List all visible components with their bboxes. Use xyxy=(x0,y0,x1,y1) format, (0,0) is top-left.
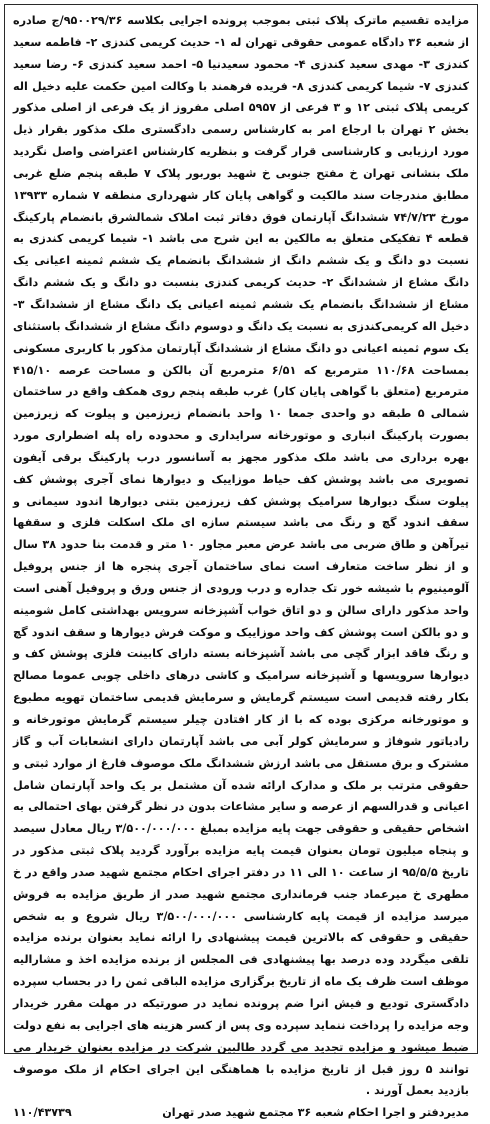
notice-signature: مدیردفتر و اجرا احکام شعبه ۳۶ مجتمع شهید صدر تهران xyxy=(162,1106,469,1120)
notice-footer xyxy=(13,1102,469,1124)
notice-body: مزایده تقسیم ماترک پلاک ثبتی بموجب پرونده اجرایی بکلاسه ۹۵۰۰۲۹/۳۶/ج صادره از شعبه ۳۶ دادگاه عمومی حقوقی تهران له ۱- حدیث کریمی کندزی ۲- فاطمه سعید کندزی ۳- مهدی سعید کندزی ۴- محمود سعیدنیا ۵- احمد سعید کندزی ۶- رضا سعید کندزی ۷- شیما کریمی کندزی ۸- فریده فرهمند با وکالت امین حکمت علیه دخیل اله کریمی پلاک ثبتی ۱۲ و ۳ فرعی از ۵۹۵۷ اصلی مفروز از یک فرعی از اصلی مذکور بخش ۲ تهران با ارجاع امر به کارشناس رسمی دادگستری ملک مذکور بقرار ذیل مورد ارزیابی و کارشناسی قرار گرفت و بنظریه کارشناس اعتراضی واصل نگردید ملک بنشانی تهران خ مفتح جنوبی خ شهید بوربور پلاک ۷ طبقه پنجم ضلع غربی مطابق مندرجات سند مالکیت و گواهی پایان کار شهرداری منطقه ۷ شماره ۱۳۹۳۳ مورخ ۷۴/۷/۲۳ ششدانگ آپارتمان فوق دفاتر ثبت املاک شمالشرق بانضمام پارکینگ قطعه ۴ تفکیکی متعلق به مالکین به این شرح می باشد ۱- شیما کریمی کندزی به نسبت دو دانگ و یک ششم دانگ از ششدانگ بانضمام یک ششم ثمینه اعیانی یک دانگ مشاع از ششدانگ ۲- حدیث کریمی کندزی بنسبت دو دانگ و یک ششم دانگ مشاع از ششدانگ بانضمام یک ششم ثمینه اعیانی یک دانگ مشاع از ششدانگ ۳- دخیل اله کریمی‌کندزی به نسبت یک دانگ و دوسوم دانگ مشاع از ششدانگ باستثنای یک سوم ثمینه اعیانی دو دانگ مشاع از ششدانگ آپارتمان مذکور با کاربری مسکونی بمساحت ۱۱۰/۶۸ مترمربع که ۶/۵۱ مترمربع آن بالکن و مساحت عرصه ۴۱۵/۱۰ مترمربع (متعلق با گواهی پایان کار) غرب طبقه پنجم روی همکف واقع در ساختمان شمالی ۵ طبقه دو واحدی جمعا ۱۰ واحد بانضمام زیرزمین و پیلوت که زیرزمین بصورت پارکینگ انباری و موتورخانه سرایداری و محدوده راه پله اضطراری مورد بهره برداری می باشد ملک مذکور مجهز به آسانسور درب پارکینگ برقی آیفون تصویری می باشد پوشش کف حیاط موزاییک و دیوارها نمای آجری پوشش کف پیلوت سنگ دیوارها سرامیک پوشش کف زیرزمین بتنی دیوارها اندود سیمانی و سقف اندود گچ و رنگ می باشد سیستم سازه ای ملک اسکلت فلزی و سقفها تیرآهن و طاق ضربی می باشد عرض معبر مجاور ۱۰ متر و قدمت بنا حدود ۳۸ سال و از نظر ساخت متعارف است نمای ساختمان آجری پنجره ها از جنس پروفیل آلومینیوم با شیشه خور تک جداره و درب ورودی از جنس ورق و پروفیل آهنی است واحد مذکور دارای سالن و دو اتاق خواب آشپزخانه سرویس بهداشتی کامل شومینه و دو بالکن است پوشش کف واحد موزاییک و موکت فرش دیوارها و سقف اندود گچ و رنگ فاقد ابزار گچی می باشد آشپزخانه بسته دارای کابینت فلزی پوشش کف و دیوارها سرویسها و آشپزخانه سرامیک و کاشی درهای داخلی چوبی عموما مصالح بکار رفته قدیمی است سیستم گرمایش و سرمایش قدیمی ساختمان تهویه مطبوع و موتورخانه مرکزی بوده که با از کار افتادن چیلر سیستم گرمایش موتورخانه و رادیاتور شوفاژ و سرمایش کولر آبی می باشد آپارتمان دارای انشعابات آب و گاز مشترک و برق مستقل می باشد ارزش ششدانگ ملک موصوف فارغ از موارد ثبتی و حقوقی مترتب بر ملک و مدارک ارائه شده آن مشتمل بر یک واحد آپارتمان شامل اعیانی و قدرالسهم از عرصه و سایر مشاعات بدون در نظر گرفتن بهای احتمالی به اشخاص حقیقی و حقوقی جهت پایه مزایده بمبلغ ۳/۵۰۰/۰۰۰/۰۰۰ ریال معادل سیصد و پنجاه میلیون تومان بعنوان قیمت پایه مزایده برآورد گردید پلاک ثبتی مذکور در تاریخ ۹۵/۵/۵ از ساعت ۱۰ الی ۱۱ در دفتر اجرای احکام مجتمع شهید صدر واقع در خ مطهری خ میرعماد جنب فرمانداری مجتمع شهید صدر از طریق مزایده به فروش میرسد مزایده از قیمت پایه کارشناسی ۳/۵۰۰/۰۰۰/۰۰۰ ریال شروع و به شخص حقیقی و حقوقی که بالاترین قیمت پیشنهادی را ارائه نماید بعنوان برنده مزایده تلقی میگردد وده درصد بها پیشنهادی فی المجلس از برنده مزایده اخذ و مشارالیه موظف است ظرف یک ماه از تاریخ برگزاری مزایده الباقی ثمن را در بحساب سپرده دادگستری تودیع و فیش انرا ضم پرونده نماید در صورتیکه در مهلت مقرر خریدار وجه مزایده را پرداخت ننماید سپرده وی پس از کسر هزینه های اجرایی به نفع دولت ضبط میشود و مزایده تجدید می گردد طالبین شرکت در مزایده بعنوان خریدار می توانند ۵ روز قبل از تاریخ مزایده با هماهنگی این اجرای احکام از ملک موصوف بازدید بعمل آورند . xyxy=(13,14,470,1098)
notice-code: ۱۱۰/۴۳۷۳۹ xyxy=(13,1106,72,1120)
auction-notice xyxy=(4,4,478,1120)
